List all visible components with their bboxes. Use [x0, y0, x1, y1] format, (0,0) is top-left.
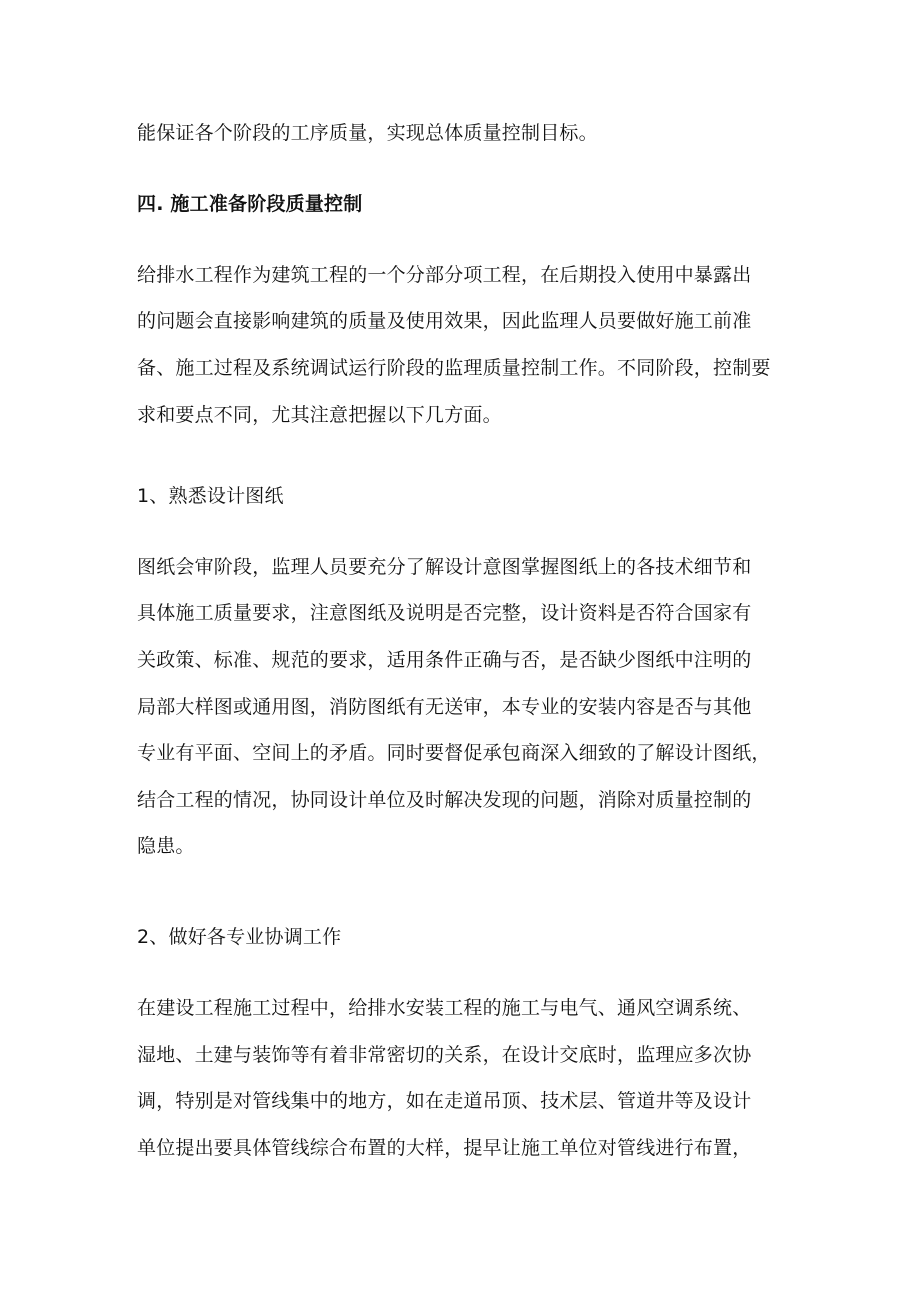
paragraph-line: 的问题会直接影响建筑的质量及使用效果，因此监理人员要做好施工前准: [137, 310, 752, 332]
paragraph-line: 专业有平面、空间上的矛盾。同时要督促承包商深入细致的了解设计图纸，: [137, 742, 771, 764]
paragraph-line: 能保证各个阶段的工序质量，实现总体质量控制目标。: [137, 122, 598, 144]
paragraph-line: 备、施工过程及系统调试运行阶段的监理质量控制工作。不同阶段，控制要: [137, 357, 771, 379]
paragraph-line: 隐患。: [137, 835, 195, 857]
paragraph-line: 具体施工质量要求，注意图纸及说明是否完整，设计资料是否符合国家有: [137, 602, 752, 624]
paragraph-line: 求和要点不同，尤其注意把握以下几方面。: [137, 404, 502, 426]
subsection-heading: 1、熟悉设计图纸: [137, 485, 284, 507]
paragraph-line: 单位提出要具体管线综合布置的大样，提早让施工单位对管线进行布置，: [137, 1137, 752, 1159]
paragraph-line: 湿地、土建与装饰等有着非常密切的关系，在设计交底时，监理应多次协: [137, 1044, 752, 1066]
paragraph-line: 调，特别是对管线集中的地方，如在走道吊顶、技术层、管道井等及设计: [137, 1090, 752, 1112]
section-heading: 四. 施工准备阶段质量控制: [137, 193, 363, 215]
paragraph-line: 关政策、标准、规范的要求，适用条件正确与否，是否缺少图纸中注明的: [137, 649, 752, 671]
paragraph-line: 结合工程的情况，协同设计单位及时解决发现的问题，消除对质量控制的: [137, 789, 752, 811]
paragraph-line: 在建设工程施工过程中，给排水安装工程的施工与电气、通风空调系统、: [137, 997, 752, 1019]
paragraph-line: 局部大样图或通用图，消防图纸有无送审，本专业的安装内容是否与其他: [137, 696, 752, 718]
subsection-heading: 2、做好各专业协调工作: [137, 926, 342, 948]
paragraph-line: 给排水工程作为建筑工程的一个分部分项工程，在后期投入使用中暴露出: [137, 264, 752, 286]
paragraph-line: 图纸会审阶段，监理人员要充分了解设计意图掌握图纸上的各技术细节和: [137, 556, 752, 578]
